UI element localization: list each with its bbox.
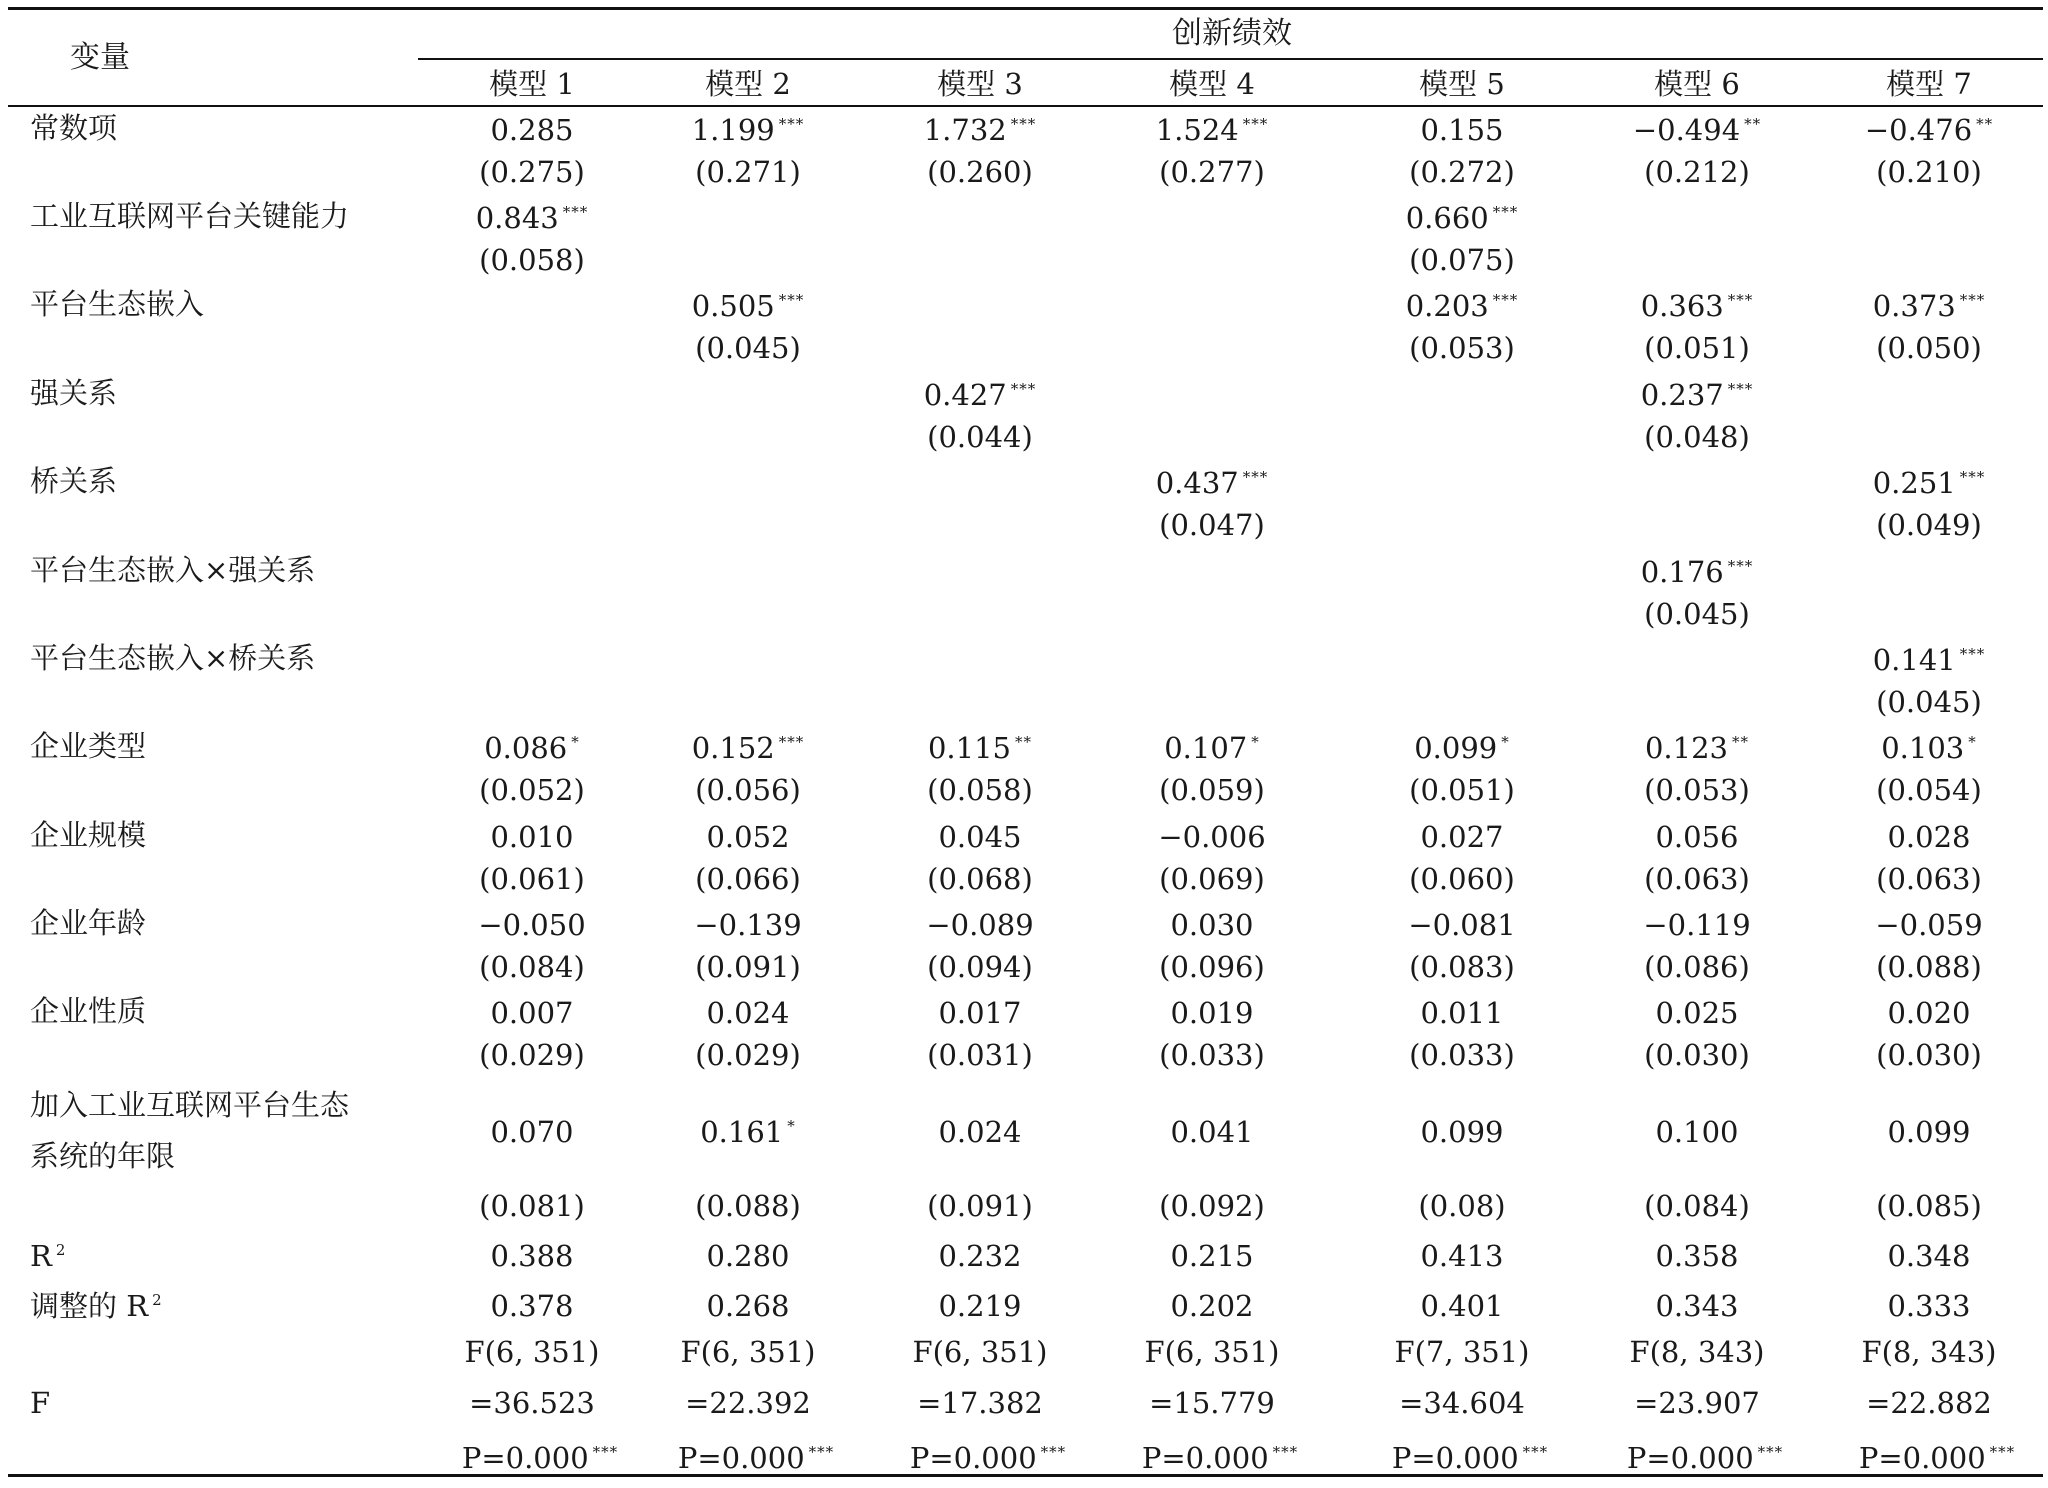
value: 0.107	[1164, 731, 1248, 765]
value: 1.524	[1155, 113, 1239, 147]
significance-stars: ***	[1272, 1443, 1299, 1461]
model-header-3: 模型 3	[937, 67, 1023, 101]
significance-stars: *	[1968, 733, 1977, 751]
value: 0.237	[1640, 378, 1724, 412]
coefficient-cell	[924, 375, 1037, 415]
standard-error-cell: (0.047)	[1159, 508, 1265, 542]
coefficient-cell	[938, 1112, 1021, 1152]
value: 0.155	[1420, 113, 1504, 147]
value: 0.010	[490, 820, 574, 854]
value: 0.373	[1872, 289, 1956, 323]
significance-stars: ***	[778, 115, 805, 133]
coefficient-cell	[1643, 905, 1750, 945]
standard-error-cell: (0.066)	[695, 862, 801, 896]
coefficient-cell	[476, 198, 589, 238]
standard-error-cell: (0.075)	[1409, 243, 1515, 277]
value: 0.052	[706, 820, 790, 854]
row-label: 常数项	[30, 111, 118, 145]
coefficient-cell	[1406, 198, 1519, 238]
r-squared-cell: 0.413	[1420, 1239, 1504, 1273]
value: 0.505	[691, 289, 775, 323]
row-label: 企业性质	[30, 994, 147, 1028]
superscript: 2	[55, 1241, 67, 1259]
significance-stars: ***	[1727, 557, 1754, 575]
significance-stars: ***	[1010, 380, 1037, 398]
value: 0.099	[1414, 731, 1498, 765]
coefficient-cell	[484, 728, 580, 768]
coefficient-cell	[1655, 1112, 1738, 1152]
coefficient-cell	[1873, 286, 1986, 326]
significance-stars: ***	[562, 203, 589, 221]
p-value-cell	[1142, 1438, 1298, 1478]
coefficient-cell	[938, 817, 1021, 857]
significance-stars: ***	[778, 733, 805, 751]
significance-stars: *	[571, 733, 580, 751]
standard-error-cell: (0.212)	[1644, 155, 1750, 189]
significance-stars: ***	[1492, 203, 1519, 221]
coefficient-cell	[700, 1112, 796, 1152]
row-label: 桥关系	[30, 464, 118, 498]
value: 0.070	[490, 1115, 574, 1149]
coefficient-cell	[1170, 905, 1253, 945]
value: 0.024	[706, 996, 790, 1030]
value: 0.203	[1405, 289, 1489, 323]
adjusted-r-squared-cell: 0.219	[938, 1289, 1022, 1323]
standard-error-cell: (0.092)	[1159, 1189, 1265, 1223]
row-label: 强关系	[30, 376, 118, 410]
coefficient-cell	[1158, 817, 1265, 857]
coefficient-cell	[926, 905, 1033, 945]
p-value-cell	[910, 1438, 1066, 1478]
significance-stars: ***	[1959, 291, 1986, 309]
model-header-7: 模型 7	[1886, 67, 1972, 101]
value: 0.103	[1881, 731, 1965, 765]
value: −0.494	[1632, 113, 1741, 147]
coefficient-cell	[1408, 905, 1515, 945]
standard-error-cell: (0.08)	[1418, 1189, 1506, 1223]
row-label: 加入工业互联网平台生态	[30, 1088, 350, 1122]
significance-stars: ***	[1989, 1443, 2016, 1461]
r-squared-cell: 0.358	[1655, 1239, 1739, 1273]
coefficient-cell	[692, 286, 805, 326]
standard-error-cell: (0.210)	[1876, 155, 1982, 189]
coefficient-cell	[1414, 728, 1510, 768]
value: 0.007	[490, 996, 574, 1030]
value: 0.251	[1872, 466, 1956, 500]
standard-error-cell: (0.051)	[1644, 331, 1750, 365]
f-df-cell: F(6, 351)	[1144, 1335, 1280, 1369]
standard-error-cell: (0.084)	[1644, 1189, 1750, 1223]
model-header-6: 模型 6	[1654, 67, 1740, 101]
standard-error-cell: (0.063)	[1644, 862, 1750, 896]
value: 0.019	[1170, 996, 1254, 1030]
coefficient-cell	[928, 728, 1032, 768]
standard-error-cell: (0.083)	[1409, 950, 1515, 984]
standard-error-cell: (0.272)	[1409, 155, 1515, 189]
standard-error-cell: (0.030)	[1644, 1038, 1750, 1072]
significance-stars: **	[1744, 115, 1762, 133]
adjusted-r-squared-cell: 0.333	[1887, 1289, 1971, 1323]
coefficient-cell	[490, 993, 573, 1033]
coefficient-cell	[1887, 1112, 1970, 1152]
coefficient-cell	[1420, 993, 1503, 1033]
value: 0.025	[1655, 996, 1739, 1030]
standard-error-cell: (0.275)	[479, 155, 585, 189]
value: 0.017	[938, 996, 1022, 1030]
value: 0.152	[691, 731, 775, 765]
row-label: 企业年龄	[30, 906, 147, 940]
value: 0.660	[1405, 201, 1489, 235]
value: 0.045	[938, 820, 1022, 854]
f-value-cell: =22.392	[685, 1386, 811, 1420]
value: −0.119	[1643, 908, 1751, 942]
coefficient-cell	[1170, 993, 1253, 1033]
value: 1.199	[691, 113, 775, 147]
standard-error-cell: (0.031)	[927, 1038, 1033, 1072]
coefficient-cell	[1420, 1112, 1503, 1152]
p-value-cell	[1392, 1438, 1548, 1478]
f-df-cell: F(8, 343)	[1861, 1335, 1997, 1369]
standard-error-cell: (0.052)	[479, 773, 585, 807]
f-df-cell: F(6, 351)	[464, 1335, 600, 1369]
standard-error-cell: (0.048)	[1644, 420, 1750, 454]
value: −0.476	[1864, 113, 1973, 147]
r-squared-cell: 0.388	[490, 1239, 574, 1273]
significance-stars: ***	[1757, 1443, 1784, 1461]
value: −0.050	[478, 908, 586, 942]
standard-error-cell: (0.058)	[479, 243, 585, 277]
superscript: 2	[152, 1291, 163, 1309]
value: P=0.000	[1858, 1441, 1986, 1475]
header-bottom-rule	[8, 105, 2043, 107]
row-label: 平台生态嵌入×桥关系	[30, 641, 316, 675]
value: 0.437	[1155, 466, 1239, 500]
standard-error-cell: (0.091)	[927, 1189, 1033, 1223]
value: 0.099	[1887, 1115, 1971, 1149]
value: 0.427	[923, 378, 1007, 412]
coefficient-cell	[1156, 463, 1269, 503]
standard-error-cell: (0.061)	[479, 862, 585, 896]
significance-stars: *	[787, 1117, 796, 1135]
r-squared-cell: 0.280	[706, 1239, 790, 1273]
significance-stars: ***	[1242, 115, 1269, 133]
coefficient-cell	[478, 905, 585, 945]
value: 0.141	[1872, 643, 1956, 677]
significance-stars: **	[1015, 733, 1033, 751]
significance-stars: ***	[1492, 291, 1519, 309]
significance-stars: ***	[1959, 645, 1986, 663]
standard-error-cell: (0.045)	[695, 331, 801, 365]
coefficient-cell	[1887, 817, 1970, 857]
row-label: 工业互联网平台关键能力	[30, 199, 350, 233]
significance-stars: ***	[778, 291, 805, 309]
significance-stars: *	[1501, 733, 1510, 751]
coefficient-cell	[1420, 110, 1503, 150]
coefficient-cell	[1170, 1112, 1253, 1152]
coefficient-cell	[1881, 728, 1977, 768]
model-header-1: 模型 1	[489, 67, 575, 101]
p-value-cell	[1859, 1438, 2015, 1478]
value: 0.028	[1887, 820, 1971, 854]
value: 1.732	[923, 113, 1007, 147]
coefficient-cell	[1641, 375, 1754, 415]
f-value-cell: =34.604	[1399, 1386, 1525, 1420]
value: 0.285	[490, 113, 574, 147]
row-label-line2: 系统的年限	[30, 1139, 176, 1173]
adjusted-r-squared-label	[30, 1286, 163, 1326]
p-value-cell	[462, 1438, 618, 1478]
standard-error-cell: (0.050)	[1876, 331, 1982, 365]
standard-error-cell: (0.029)	[695, 1038, 801, 1072]
value: 0.176	[1640, 555, 1724, 589]
coefficient-cell	[924, 110, 1037, 150]
value: P=0.000	[461, 1441, 589, 1475]
adjusted-r-squared-cell: 0.202	[1170, 1289, 1254, 1323]
value: P=0.000	[1391, 1441, 1519, 1475]
significance-stars: ***	[1040, 1443, 1067, 1461]
f-df-cell: F(8, 343)	[1629, 1335, 1765, 1369]
row-label: 企业类型	[30, 729, 147, 763]
coefficient-cell	[1887, 993, 1970, 1033]
p-value-cell	[678, 1438, 834, 1478]
value: 0.123	[1644, 731, 1729, 765]
value: P=0.000	[909, 1441, 1037, 1475]
value: 0.056	[1655, 820, 1739, 854]
value: 0.100	[1655, 1115, 1739, 1149]
label-text: R	[30, 1239, 52, 1273]
coefficient-cell	[490, 1112, 573, 1152]
f-value-cell: =36.523	[469, 1386, 595, 1420]
significance-stars: **	[1976, 115, 1994, 133]
adjusted-r-squared-cell: 0.268	[706, 1289, 790, 1323]
coefficient-cell	[1420, 817, 1503, 857]
coefficient-cell	[692, 110, 805, 150]
f-value-cell: =15.779	[1149, 1386, 1275, 1420]
standard-error-cell: (0.271)	[695, 155, 801, 189]
standard-error-cell: (0.053)	[1409, 331, 1515, 365]
value: P=0.000	[1626, 1441, 1754, 1475]
standard-error-cell: (0.085)	[1876, 1189, 1982, 1223]
standard-error-cell: (0.045)	[1876, 685, 1982, 719]
standard-error-cell: (0.088)	[1876, 950, 1982, 984]
r-squared-cell: 0.215	[1170, 1239, 1254, 1273]
value: 0.011	[1420, 996, 1504, 1030]
row-label: 平台生态嵌入	[30, 287, 205, 321]
standard-error-cell: (0.030)	[1876, 1038, 1982, 1072]
value: 0.024	[938, 1115, 1022, 1149]
value: 0.030	[1170, 908, 1254, 942]
adjusted-r-squared-cell: 0.378	[490, 1289, 574, 1323]
significance-stars: ***	[1959, 468, 1986, 486]
p-value-cell	[1627, 1438, 1783, 1478]
value: −0.089	[926, 908, 1034, 942]
standard-error-cell: (0.045)	[1644, 597, 1750, 631]
coefficient-cell	[706, 817, 789, 857]
f-label: F	[30, 1386, 51, 1420]
value: −0.081	[1408, 908, 1516, 942]
value: 0.843	[475, 201, 559, 235]
standard-error-cell: (0.260)	[927, 155, 1033, 189]
value: −0.059	[1875, 908, 1983, 942]
f-value-cell: =23.907	[1634, 1386, 1760, 1420]
coefficient-cell	[490, 110, 573, 150]
standard-error-cell: (0.081)	[479, 1189, 585, 1223]
f-df-cell: F(6, 351)	[680, 1335, 816, 1369]
coefficient-cell	[1641, 286, 1754, 326]
coefficient-cell	[1633, 110, 1761, 150]
coefficient-cell	[1641, 552, 1754, 592]
significance-stars: ***	[1242, 468, 1269, 486]
value: −0.139	[694, 908, 802, 942]
coefficient-cell	[1164, 728, 1260, 768]
standard-error-cell: (0.033)	[1409, 1038, 1515, 1072]
standard-error-cell: (0.094)	[927, 950, 1033, 984]
model-header-4: 模型 4	[1169, 67, 1255, 101]
coefficient-cell	[1873, 640, 1986, 680]
standard-error-cell: (0.091)	[695, 950, 801, 984]
standard-error-cell: (0.053)	[1644, 773, 1750, 807]
adjusted-r-squared-cell: 0.401	[1420, 1289, 1504, 1323]
standard-error-cell: (0.056)	[695, 773, 801, 807]
standard-error-cell: (0.277)	[1159, 155, 1265, 189]
coefficient-cell	[1875, 905, 1982, 945]
standard-error-cell: (0.058)	[927, 773, 1033, 807]
standard-error-cell: (0.096)	[1159, 950, 1265, 984]
model-header-5: 模型 5	[1419, 67, 1505, 101]
coefficient-cell	[694, 905, 801, 945]
f-value-cell: =17.382	[917, 1386, 1043, 1420]
coefficient-cell	[938, 993, 1021, 1033]
significance-stars: ***	[808, 1443, 835, 1461]
significance-stars: ***	[1727, 380, 1754, 398]
standard-error-cell: (0.063)	[1876, 862, 1982, 896]
model-header-2: 模型 2	[705, 67, 791, 101]
standard-error-cell: (0.068)	[927, 862, 1033, 896]
coefficient-cell	[1655, 993, 1738, 1033]
significance-stars: ***	[592, 1443, 619, 1461]
coefficient-cell	[692, 728, 805, 768]
standard-error-cell: (0.084)	[479, 950, 585, 984]
standard-error-cell: (0.044)	[927, 420, 1033, 454]
value: 0.115	[927, 731, 1012, 765]
standard-error-cell: (0.054)	[1876, 773, 1982, 807]
f-df-cell: F(7, 351)	[1394, 1335, 1530, 1369]
significance-stars: ***	[1522, 1443, 1549, 1461]
significance-stars: ***	[1010, 115, 1037, 133]
group-header: 创新绩效	[1172, 16, 1292, 51]
standard-error-cell: (0.049)	[1876, 508, 1982, 542]
standard-error-cell: (0.088)	[695, 1189, 801, 1223]
value: 0.161	[700, 1115, 784, 1149]
coefficient-cell	[490, 817, 573, 857]
standard-error-cell: (0.059)	[1159, 773, 1265, 807]
coefficient-cell	[1406, 286, 1519, 326]
significance-stars: **	[1732, 733, 1750, 751]
standard-error-cell: (0.033)	[1159, 1038, 1265, 1072]
standard-error-cell: (0.029)	[479, 1038, 585, 1072]
significance-stars: ***	[1727, 291, 1754, 309]
r-squared-cell: 0.232	[938, 1239, 1022, 1273]
row-label: 平台生态嵌入×强关系	[30, 553, 316, 587]
significance-stars: *	[1251, 733, 1260, 751]
variable-header: 变量	[70, 40, 130, 75]
label-text: 调整的 R	[30, 1289, 149, 1323]
coefficient-cell	[1645, 728, 1749, 768]
coefficient-cell	[1865, 110, 1993, 150]
value: 0.020	[1887, 996, 1971, 1030]
top-rule	[8, 7, 2043, 10]
f-df-cell: F(6, 351)	[912, 1335, 1048, 1369]
value: 0.363	[1640, 289, 1724, 323]
f-value-cell: =22.882	[1866, 1386, 1992, 1420]
coefficient-cell	[1873, 463, 1986, 503]
coefficient-cell	[1655, 817, 1738, 857]
group-underline	[418, 58, 2043, 60]
standard-error-cell: (0.086)	[1644, 950, 1750, 984]
r-squared-cell: 0.348	[1887, 1239, 1971, 1273]
value: P=0.000	[677, 1441, 805, 1475]
value: −0.006	[1158, 820, 1266, 854]
value: 0.027	[1420, 820, 1504, 854]
standard-error-cell: (0.069)	[1159, 862, 1265, 896]
r-squared-label	[30, 1236, 66, 1276]
value: 0.099	[1420, 1115, 1504, 1149]
value: 0.041	[1170, 1115, 1254, 1149]
standard-error-cell: (0.051)	[1409, 773, 1515, 807]
value: P=0.000	[1141, 1441, 1269, 1475]
standard-error-cell: (0.060)	[1409, 862, 1515, 896]
coefficient-cell	[706, 993, 789, 1033]
row-label: 企业规模	[30, 818, 147, 852]
coefficient-cell	[1156, 110, 1269, 150]
adjusted-r-squared-cell: 0.343	[1655, 1289, 1739, 1323]
value: 0.086	[484, 731, 568, 765]
